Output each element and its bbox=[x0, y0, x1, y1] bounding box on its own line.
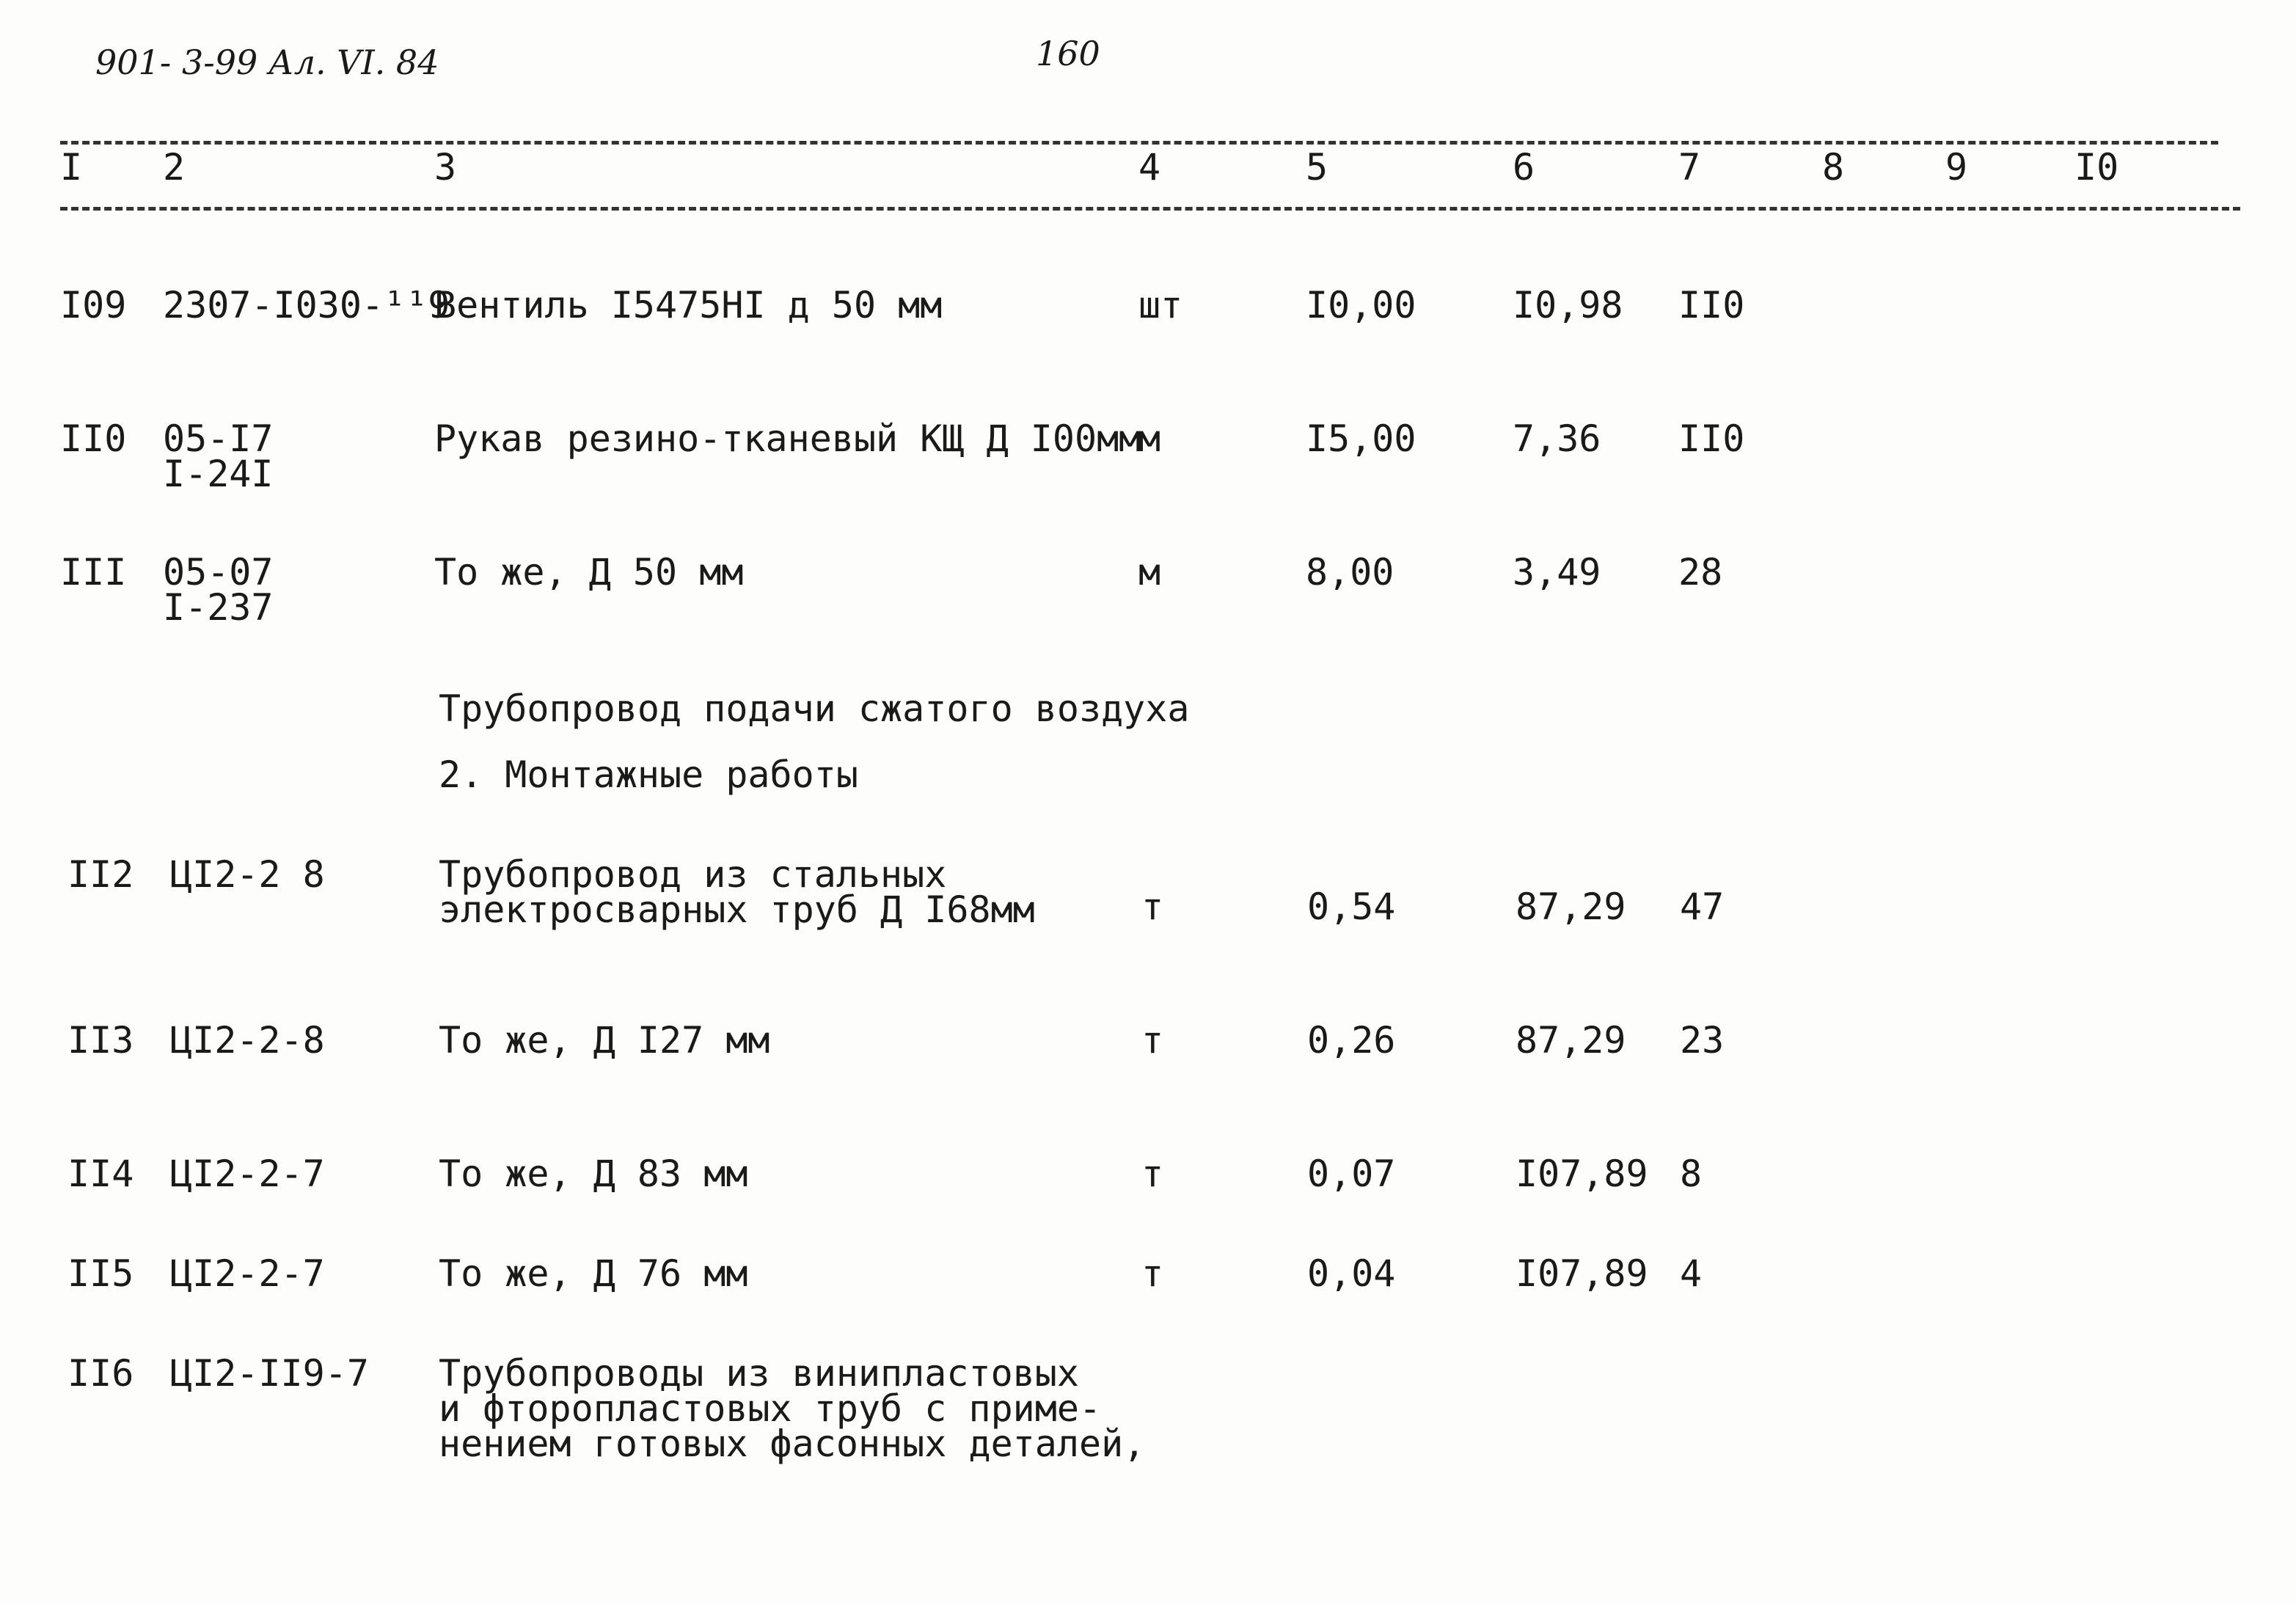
row-unit: м bbox=[1138, 417, 1161, 460]
page-number: 160 bbox=[1036, 34, 1100, 73]
row-total: 47 bbox=[1680, 886, 1725, 928]
row-price: 3,49 bbox=[1513, 551, 1601, 594]
col-header-9: 9 bbox=[1945, 146, 1968, 189]
row-number: II2 bbox=[67, 853, 134, 896]
row-unit: т bbox=[1141, 1153, 1164, 1195]
row-price: 87,29 bbox=[1516, 886, 1626, 928]
col-header-1: I bbox=[60, 146, 83, 189]
row-total: 23 bbox=[1680, 1019, 1725, 1062]
row-unit: т bbox=[1141, 1252, 1164, 1295]
table-top-rule bbox=[60, 141, 2218, 145]
row-name: Трубопровод из стальных электросварных труб Д I68мм bbox=[439, 853, 1035, 931]
row-code: 05-I7 I-24I bbox=[163, 417, 274, 495]
row-total: II0 bbox=[1678, 417, 1745, 460]
row-price: 7,36 bbox=[1513, 417, 1601, 460]
row-name: Рукав резино-тканевый КЩ Д I00мм bbox=[434, 417, 1141, 460]
col-header-10: I0 bbox=[2074, 146, 2119, 189]
document-code: 901- 3-99 Ал. VI. 84 bbox=[95, 43, 439, 82]
row-number: II4 bbox=[67, 1153, 134, 1195]
section-title: Трубопровод подачи сжатого воздуха bbox=[439, 687, 1190, 730]
row-total: 8 bbox=[1680, 1153, 1703, 1195]
row-name: То же, Д 76 мм bbox=[439, 1252, 748, 1295]
row-number: II0 bbox=[60, 417, 127, 460]
col-header-4: 4 bbox=[1138, 146, 1161, 189]
row-name: Вентиль I5475НI д 50 мм bbox=[434, 284, 943, 326]
row-unit: т bbox=[1141, 886, 1164, 928]
row-unit: т bbox=[1141, 1019, 1164, 1062]
row-code: ЦI2-2-7 bbox=[170, 1252, 325, 1295]
row-number: II6 bbox=[67, 1352, 134, 1395]
row-unit: шт bbox=[1138, 284, 1183, 326]
row-quantity: 0,26 bbox=[1307, 1019, 1396, 1062]
col-header-2: 2 bbox=[163, 146, 186, 189]
col-header-8: 8 bbox=[1822, 146, 1845, 189]
row-quantity: 8,00 bbox=[1306, 551, 1394, 594]
row-name: То же, Д I27 мм bbox=[439, 1019, 770, 1062]
row-number: III bbox=[60, 551, 127, 594]
row-price: I07,89 bbox=[1516, 1252, 1648, 1295]
row-unit: м bbox=[1138, 551, 1161, 594]
col-header-5: 5 bbox=[1306, 146, 1328, 189]
row-name: То же, Д 50 мм bbox=[434, 551, 744, 594]
row-total: 4 bbox=[1680, 1252, 1703, 1295]
row-quantity: 0,07 bbox=[1307, 1153, 1396, 1195]
row-number: I09 bbox=[60, 284, 127, 326]
table-header-rule bbox=[60, 207, 2240, 211]
row-total: II0 bbox=[1678, 284, 1745, 326]
row-code: ЦI2-2-7 bbox=[170, 1153, 325, 1195]
section-subtitle: 2. Монтажные работы bbox=[439, 753, 858, 796]
row-code: ЦI2-2 8 bbox=[170, 853, 325, 896]
row-price: I07,89 bbox=[1516, 1153, 1648, 1195]
col-header-6: 6 bbox=[1513, 146, 1535, 189]
row-code: 2307-I030-¹¹9 bbox=[163, 284, 450, 326]
row-quantity: I0,00 bbox=[1306, 284, 1416, 326]
row-name: То же, Д 83 мм bbox=[439, 1153, 748, 1195]
row-number: II3 bbox=[67, 1019, 134, 1062]
row-code: ЦI2-2-8 bbox=[170, 1019, 325, 1062]
row-price: 87,29 bbox=[1516, 1019, 1626, 1062]
row-quantity: 0,54 bbox=[1307, 886, 1396, 928]
row-price: I0,98 bbox=[1513, 284, 1623, 326]
row-total: 28 bbox=[1678, 551, 1723, 594]
row-code: ЦI2-II9-7 bbox=[170, 1352, 369, 1395]
row-code: 05-07 I-237 bbox=[163, 551, 274, 629]
col-header-3: 3 bbox=[434, 146, 457, 189]
row-quantity: I5,00 bbox=[1306, 417, 1416, 460]
row-number: II5 bbox=[67, 1252, 134, 1295]
col-header-7: 7 bbox=[1678, 146, 1701, 189]
row-quantity: 0,04 bbox=[1307, 1252, 1396, 1295]
row-name: Трубопроводы из винипластовых и фторопластовых труб с приме- нением готовых фасонных деталей, bbox=[439, 1352, 1146, 1465]
